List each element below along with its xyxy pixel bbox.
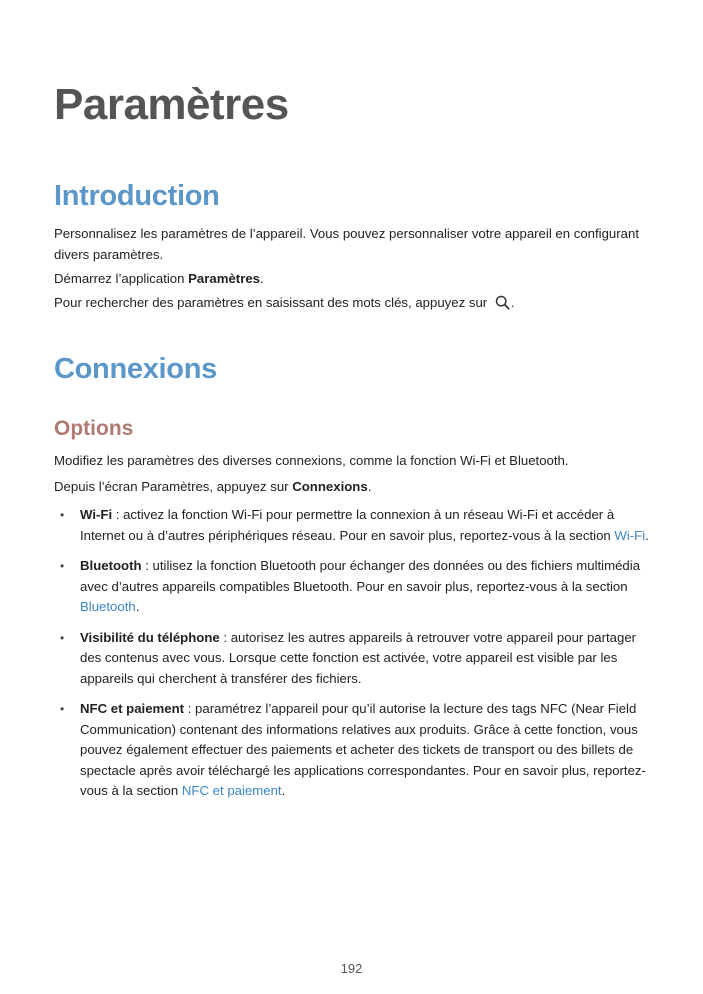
settings-app-name: Paramètres (188, 271, 260, 286)
option-term: Bluetooth (80, 558, 142, 573)
connexions-instruction (54, 477, 654, 498)
launch-instruction (54, 269, 654, 290)
launch-instruction-end: . (260, 271, 264, 286)
option-description: : autorisez les autres appareils à retrouver votre appareil pour partager des contenus avec vous. Lorsque cette fonction est activée, votre appareil est visible par les appareils qui cherchent à transférer des fichiers. (80, 629, 637, 686)
introduction-paragraph: Personnalisez les paramètres de l’appareil. Vous pouvez personnaliser votre appareil en configurant divers paramètres. (54, 226, 639, 262)
wifi-section-link[interactable]: Wi-Fi (614, 527, 646, 543)
search-instruction (54, 293, 654, 314)
connexions-instruction-end: . (367, 479, 372, 494)
option-end: . (281, 783, 286, 798)
list-item-wifi (54, 505, 654, 546)
page-title: Paramètres (54, 80, 289, 129)
list-item-bluetooth (54, 556, 654, 618)
option-end: . (645, 527, 649, 543)
bullet: • (60, 508, 65, 522)
option-description: : utilisez la fonction Bluetooth pour échanger des données ou des fichiers multimédia avec d’autres appareils compatibles Bluetooth. Pour en savoir plus, reportez-vous à la section (80, 558, 641, 594)
options-list (54, 505, 654, 812)
option-description: : activez la fonction Wi-Fi pour permettre la connexion à un réseau Wi-Fi et accéder à Internet ou à d’autres périphériques réseau. Pour en savoir plus, reportez-vous à la section (80, 507, 615, 543)
nfc-section-link[interactable]: NFC et paiement (181, 783, 282, 798)
option-term: NFC et paiement (80, 701, 185, 716)
bullet: • (60, 559, 65, 573)
options-heading: Options (54, 417, 134, 440)
option-description: : paramétrez l’appareil pour qu’il autorise la lecture des tags NFC (Near Field Communication) contenant des informations relatives aux produits. Grâce à cette fonction, vous pouvez également effectuer des paiements et acheter des tickets de transport ou des billets de spectacle après avoir téléchargé les applications correspondantes. Pour en savoir plus, reportez-vous à la section (80, 701, 646, 798)
list-item-visibility (54, 628, 654, 690)
connexions-instruction-text: Depuis l’écran Paramètres, appuyez sur (54, 479, 293, 494)
bullet: • (60, 630, 65, 645)
options-paragraph: Modifiez les paramètres des diverses connexions, comme la fonction Wi-Fi et Bluetooth. (54, 453, 569, 468)
connexions-menu-name: Connexions (292, 479, 368, 494)
list-item-nfc (54, 699, 654, 802)
introduction-heading: Introduction (54, 180, 220, 212)
option-term: Wi-Fi (80, 507, 113, 522)
launch-instruction-text: Démarrez l’application (54, 271, 189, 286)
search-instruction-end: . (510, 295, 515, 310)
option-term: Visibilité du téléphone (80, 629, 220, 645)
bullet: • (60, 702, 65, 716)
option-end: . (135, 599, 140, 614)
page-number: 192 (340, 961, 363, 976)
search-instruction-text: Pour rechercher des paramètres en saisissant des mots clés, appuyez sur (54, 295, 491, 310)
search-icon (495, 295, 510, 310)
bluetooth-section-link[interactable]: Bluetooth (80, 599, 136, 614)
connexions-heading: Connexions (54, 353, 217, 385)
